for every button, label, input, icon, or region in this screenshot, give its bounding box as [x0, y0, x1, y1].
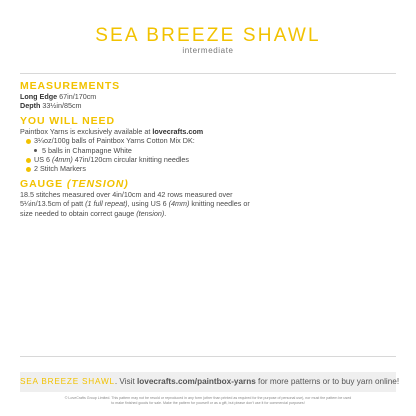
list-item [20, 155, 400, 164]
footer-visit-text: . Visit [114, 377, 138, 386]
material-yarn: 3¼oz/100g balls of Paintbox Yarns Cotton Mix DK: [34, 136, 195, 146]
copyright-line-2: to make finished goods for sale. Make the pattern for yourself or as a gift, but please don't use it for commercial purposes! [111, 401, 305, 405]
bottom-divider [20, 356, 396, 357]
footer-pattern-name: SEA BREEZE SHAWL [20, 377, 115, 386]
paintbox-yarns-link[interactable]: lovecrafts.com/paintbox-yarns [137, 377, 256, 386]
gauge-heading [20, 178, 400, 190]
footer-tail-text: for more patterns or to buy yarn online! [255, 377, 400, 386]
availability-intro: Paintbox Yarns is exclusively available at [20, 126, 153, 136]
gauge-needles-post: knitting needles or size needed to obtain correct gauge [20, 199, 250, 218]
list-item [20, 164, 400, 173]
needle-metric: (4mm) [51, 155, 73, 165]
list-item [20, 136, 400, 145]
gauge-needle-metric: (4mm) [168, 199, 190, 209]
material-yarn-colour: 5 balls in Champagne White [42, 145, 132, 155]
gauge-needles-pre: , using US 6 [127, 199, 169, 209]
footer-banner [20, 372, 400, 392]
depth-row [20, 101, 400, 110]
lovecrafts-link[interactable]: lovecrafts.com [152, 126, 204, 136]
measurements-heading: MEASUREMENTS [20, 80, 121, 92]
top-divider [20, 73, 396, 74]
you-will-need-heading: YOU WILL NEED [20, 114, 115, 127]
gauge-heading-main: GAUGE [20, 177, 67, 190]
material-markers: 2 Stitch Markers [34, 164, 86, 174]
bullet-dot-icon [26, 158, 31, 163]
long-edge-row [20, 92, 400, 101]
gauge-repeat: (1 full repeat) [85, 199, 128, 209]
gauge-heading-tension: (TENSION) [66, 177, 129, 190]
needle-length: 47in/120cm circular knitting needles [72, 155, 190, 165]
skill-level: intermediate [182, 46, 234, 55]
bullet-dot-icon [26, 167, 31, 172]
gauge-text [20, 190, 252, 218]
long-edge-label: Long Edge [20, 92, 58, 101]
needle-size: US 6 [34, 155, 52, 165]
copyright-line-1: © LoveCrafts Group Limited. This pattern may not be resold or reproduced in any form (other than printed as required for the purpose of personal use), nor must the pattern be used [64, 396, 352, 400]
gauge-tension-word: (tension) [136, 208, 165, 218]
long-edge-value: 67in/170cm [59, 92, 97, 101]
copyright-notice [20, 396, 396, 406]
depth-value: 33½in/85cm [42, 101, 82, 111]
gauge-end: . [164, 208, 167, 218]
depth-label: Depth [20, 101, 41, 111]
gauge-stitches: 18.5 stitches measured over 4in/10cm and 42 rows measured over 5¼in/13.5cm of patt [20, 189, 233, 209]
sub-bullet-dot-icon [34, 149, 37, 152]
list-item [20, 146, 400, 155]
pattern-content [20, 80, 400, 218]
materials-list [20, 136, 400, 174]
availability-text [20, 127, 400, 136]
bullet-dot-icon [26, 139, 31, 144]
pattern-title: SEA BREEZE SHAWL [95, 25, 321, 46]
